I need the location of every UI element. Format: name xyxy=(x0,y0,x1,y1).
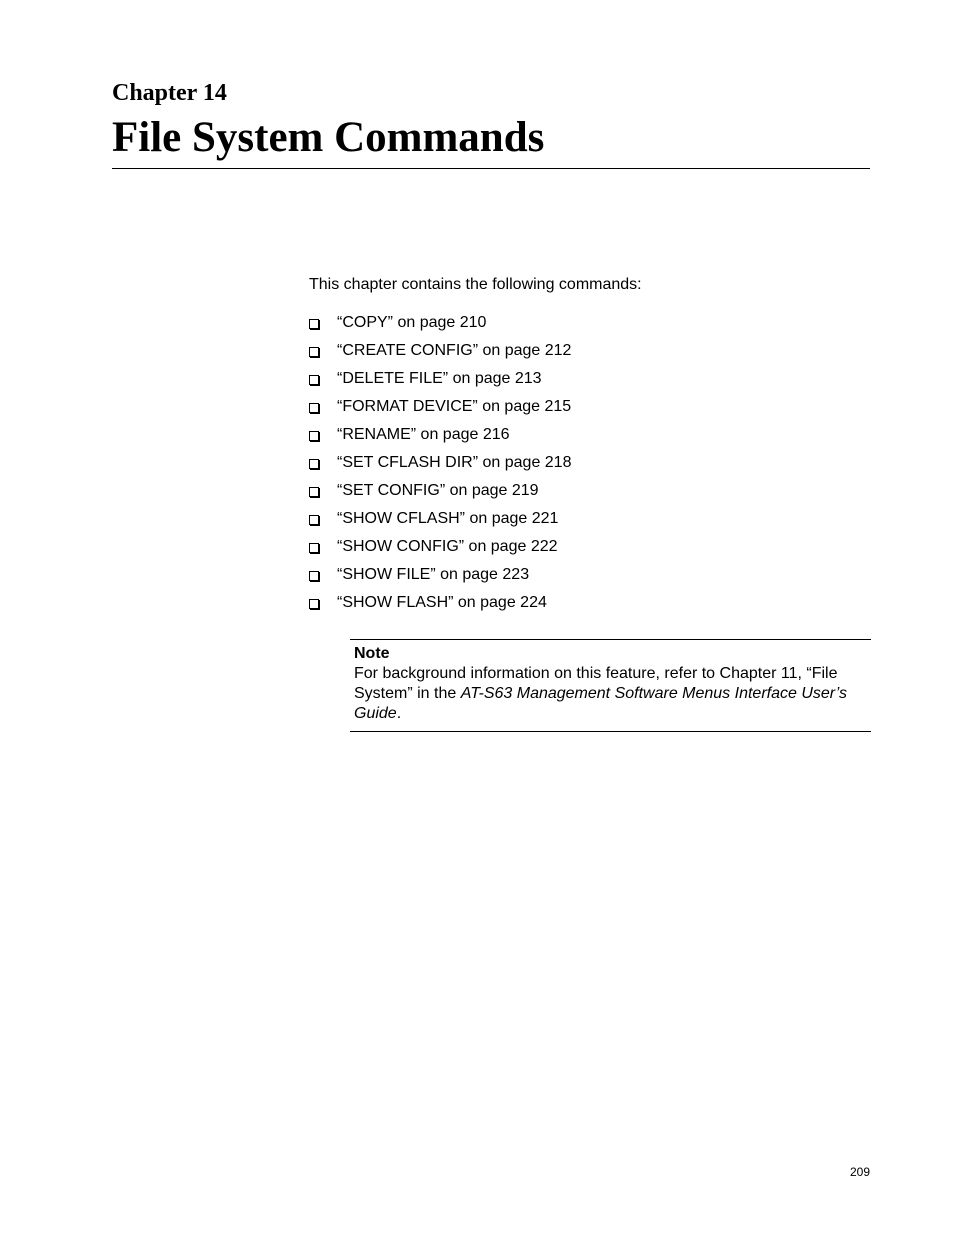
checkbox-icon xyxy=(309,571,319,581)
checkbox-icon xyxy=(309,459,319,469)
title-divider xyxy=(112,168,870,169)
checkbox-icon xyxy=(309,319,319,329)
checkbox-icon xyxy=(309,347,319,357)
command-link-copy[interactable]: “COPY” on page 210 xyxy=(337,314,487,331)
chapter-title: File System Commands xyxy=(112,114,545,161)
command-link-format-device[interactable]: “FORMAT DEVICE” on page 215 xyxy=(337,398,572,415)
command-link-show-flash[interactable]: “SHOW FLASH” on page 224 xyxy=(337,594,547,611)
intro-paragraph: This chapter contains the following commands: xyxy=(309,276,642,293)
command-link-create-config[interactable]: “CREATE CONFIG” on page 212 xyxy=(337,342,572,359)
page-number: 209 xyxy=(849,1165,870,1179)
checkbox-icon xyxy=(309,543,319,553)
note-heading: Note xyxy=(354,645,390,662)
command-link-set-config[interactable]: “SET CONFIG” on page 219 xyxy=(337,482,539,499)
command-link-set-cflash-dir[interactable]: “SET CFLASH DIR” on page 218 xyxy=(337,454,572,471)
checkbox-icon xyxy=(309,375,319,385)
note-text-after: . xyxy=(396,705,402,722)
checkbox-icon xyxy=(309,403,319,413)
note-text-before: For background information on this feature, refer to Chapter 11, “File System” in the xyxy=(354,665,838,702)
command-link-show-cflash[interactable]: “SHOW CFLASH” on page 221 xyxy=(337,510,559,527)
checkbox-icon xyxy=(309,515,319,525)
note-guide-title: AT-S63 Management Software Menus Interface User’s Guide xyxy=(354,685,847,722)
checkbox-icon xyxy=(309,599,319,609)
note-text xyxy=(354,664,870,724)
chapter-label: Chapter 14 xyxy=(112,80,227,106)
command-link-show-config[interactable]: “SHOW CONFIG” on page 222 xyxy=(337,538,558,555)
command-link-show-file[interactable]: “SHOW FILE” on page 223 xyxy=(337,566,530,583)
note-box xyxy=(350,639,871,732)
command-link-rename[interactable]: “RENAME” on page 216 xyxy=(337,426,510,443)
command-link-delete-file[interactable]: “DELETE FILE” on page 213 xyxy=(337,370,542,387)
checkbox-icon xyxy=(309,431,319,441)
checkbox-icon xyxy=(309,487,319,497)
